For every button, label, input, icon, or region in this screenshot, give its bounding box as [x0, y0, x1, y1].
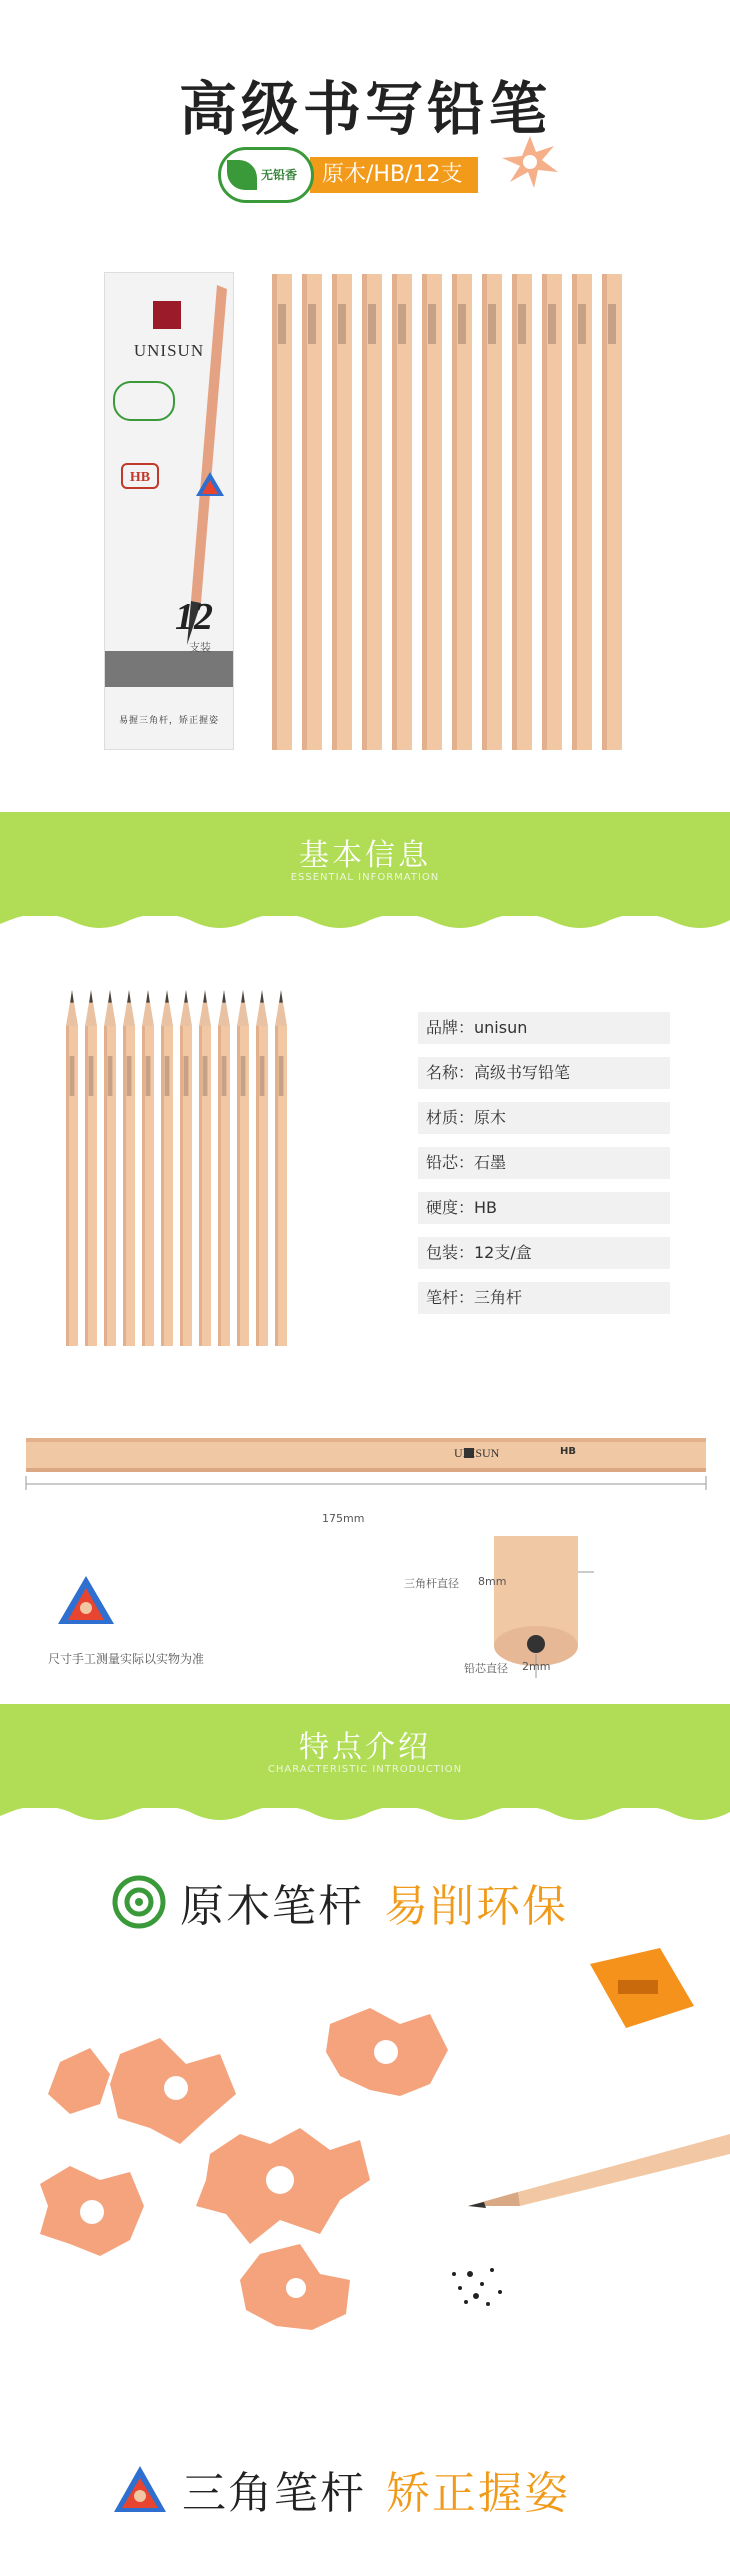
- pencil: [542, 274, 562, 750]
- spec-item: 材质：原木: [418, 1102, 670, 1134]
- box-brand: UNISUN: [133, 341, 205, 360]
- pencil: [452, 274, 472, 750]
- box-slogan: 易握三角杆，矫正握姿: [118, 716, 219, 726]
- eco-badge-text: 无铅香: [261, 168, 298, 182]
- sharpener-icon: [590, 1948, 694, 2028]
- measurement-note: 尺寸手工测量实际以实物为准: [48, 1652, 205, 1666]
- section-banner-info: [0, 812, 730, 916]
- triangle-grip-icon: [195, 471, 225, 497]
- page-title: 高级书写铅笔: [178, 75, 551, 143]
- pencil: [104, 990, 116, 1346]
- pencil: [66, 990, 78, 1346]
- pencil-grade-print: HB: [560, 1446, 576, 1457]
- feature-triangle: [112, 2456, 570, 2522]
- lead-value: 2mm: [522, 1660, 551, 1673]
- pencil: [422, 274, 442, 750]
- feature-title: 三角笔杆: [182, 2468, 366, 2519]
- section-title: 特点介绍: [299, 1730, 431, 1765]
- pencil: [123, 990, 135, 1346]
- spec-list: [418, 1012, 670, 1327]
- box-count-unit: 支装: [189, 641, 211, 654]
- pencil: [256, 990, 268, 1346]
- pencil: [85, 990, 97, 1346]
- brand-logo: [153, 301, 181, 329]
- section-subtitle: ESSENTIAL INFORMATION: [290, 872, 440, 883]
- pencil: [142, 990, 154, 1346]
- section-title: 基本信息: [299, 838, 431, 873]
- pencil: [199, 990, 211, 1346]
- pencil-brand-print: UNISUN: [454, 1446, 500, 1460]
- wave-decoration: [0, 908, 730, 938]
- box-count: 12: [175, 596, 213, 638]
- barrel-value: 8mm: [478, 1575, 507, 1588]
- leaf-icon: [227, 160, 257, 190]
- pencil-row-large: [272, 274, 628, 750]
- lead-label: 铅芯直径: [464, 1662, 508, 1675]
- box-grade: HB: [121, 463, 159, 489]
- pencil: [512, 274, 532, 750]
- barrel-label: 三角杆直径: [404, 1577, 459, 1590]
- pencil: [218, 990, 230, 1346]
- pencil: [237, 990, 249, 1346]
- triangle-grip-icon: [112, 2464, 168, 2514]
- shavings-scene: [0, 1944, 730, 2344]
- feature-title: 原木笔杆: [180, 1881, 364, 1932]
- feature-highlight: 矫正握姿: [386, 2468, 570, 2519]
- badge-row: [218, 146, 478, 204]
- pencil: [272, 274, 292, 750]
- section-banner-features: [0, 1704, 730, 1808]
- section-subtitle: CHARACTERISTIC INTRODUCTION: [267, 1764, 463, 1775]
- pencil: [362, 274, 382, 750]
- long-pencil: [24, 1432, 714, 1522]
- shaving-icon: [500, 132, 560, 192]
- feature-wood: [112, 1872, 568, 1932]
- length-label: 175mm: [322, 1512, 365, 1525]
- pencil-box: [104, 272, 234, 750]
- pencil: [602, 274, 622, 750]
- eco-badge: [218, 147, 314, 203]
- spec-item: 铅芯：石墨: [418, 1147, 670, 1179]
- pencil: [302, 274, 322, 750]
- pencil: [332, 274, 352, 750]
- spec-item: 包装：12支/盒: [418, 1237, 670, 1269]
- target-leaf-icon: [112, 1875, 166, 1929]
- pencil: [180, 990, 192, 1346]
- pencil: [572, 274, 592, 750]
- spec-item: 名称：高级书写铅笔: [418, 1057, 670, 1089]
- triangle-grip-icon: [56, 1574, 116, 1626]
- pencil: [275, 990, 287, 1346]
- feature-highlight: 易削环保: [384, 1881, 568, 1932]
- box-eco-badge: [113, 381, 175, 421]
- wave-decoration: [0, 1800, 730, 1830]
- box-stripe: [105, 651, 233, 687]
- pencil: [482, 274, 502, 750]
- pencil: [161, 990, 173, 1346]
- pencil-row-small: [66, 990, 296, 1346]
- spec-item: 品牌：unisun: [418, 1012, 670, 1044]
- pencil: [392, 274, 412, 750]
- spec-label: 原木/HB/12支: [310, 157, 478, 193]
- spec-item: 硬度：HB: [418, 1192, 670, 1224]
- spec-item: 笔杆：三角杆: [418, 1282, 670, 1314]
